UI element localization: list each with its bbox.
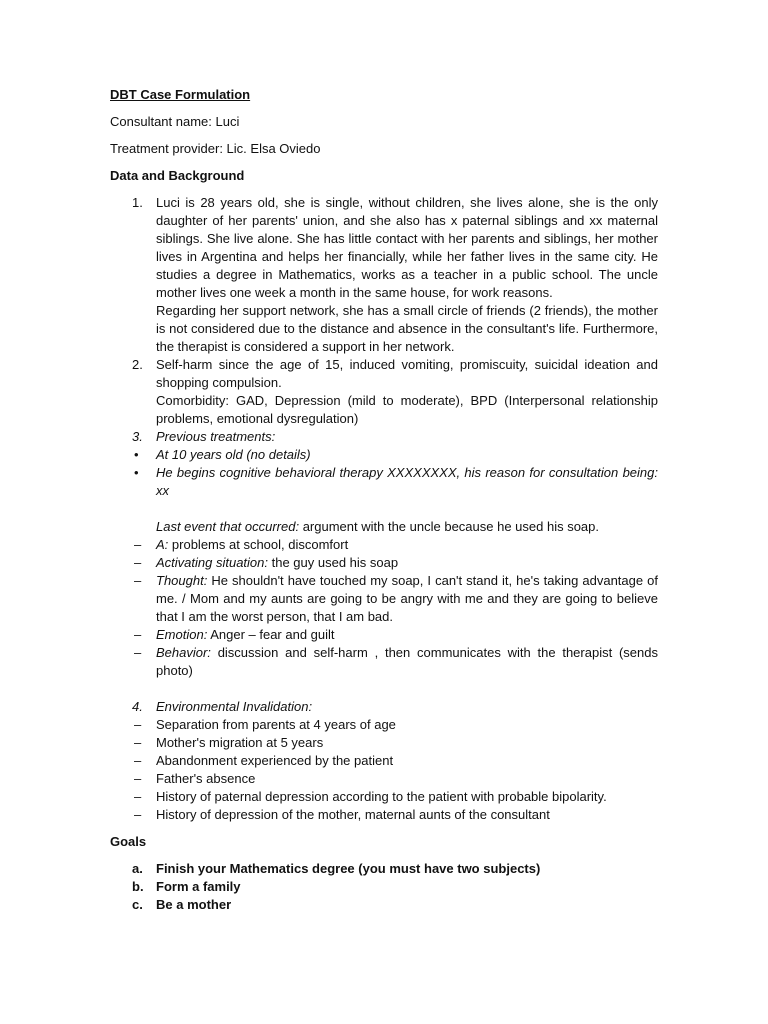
item-number: 4. [132, 699, 143, 714]
list-item [110, 536, 658, 554]
treatment-text: At 10 years old (no details) [156, 447, 311, 462]
goal-text: Finish your Mathematics degree (you must have two subjects) [156, 861, 541, 876]
event-label: Behavior: [156, 645, 211, 660]
event-text: the guy used his soap [268, 555, 399, 570]
invalidation-text: History of depression of the mother, maternal aunts of the consultant [156, 807, 550, 822]
list-item [110, 464, 658, 500]
environmental-invalidation-list [110, 716, 658, 824]
dash-icon: – [134, 771, 142, 786]
event-text: discussion and self-harm , then communicates with the therapist (sends photo) [156, 645, 658, 678]
list-item [110, 752, 658, 770]
item-1-paragraph-1: Luci is 28 years old, she is single, without children, she lives alone, she is the only daughter of her parents' union, and she also has x paternal siblings and xx maternal siblings. She live alone. She has little contact with her parents and siblings, her mother lives in Argentina and helps her financially, while her father lives in the same city. He studies a degree in Mathematics, works as a teacher in a public school. The uncle mother lives one week a month in the same house, for work reasons. [156, 195, 658, 300]
dash-icon: – [134, 555, 142, 570]
dash-icon: – [134, 735, 142, 750]
dash-icon: – [134, 645, 142, 660]
last-event-line [110, 518, 658, 536]
list-item [110, 806, 658, 824]
spacer [110, 824, 658, 833]
dash-icon: – [134, 717, 142, 732]
goal-letter: b. [132, 879, 144, 894]
treatment-provider: Treatment provider: Lic. Elsa Oviedo [110, 141, 321, 156]
dash-icon: – [134, 807, 142, 822]
dash-icon: – [134, 753, 142, 768]
background-item-2 [110, 356, 658, 428]
spacer [110, 680, 658, 698]
last-event-label: Last event that occurred: [156, 519, 300, 534]
environmental-invalidation-heading: Environmental Invalidation: [156, 699, 313, 714]
event-text: problems at school, discomfort [168, 537, 349, 552]
goal-text: Form a family [156, 879, 241, 894]
invalidation-text: Abandonment experienced by the patient [156, 753, 394, 768]
goal-item [110, 860, 658, 878]
list-item [110, 572, 658, 626]
goal-item [110, 896, 658, 914]
event-label: Activating situation: [156, 555, 269, 570]
dash-icon: – [134, 789, 142, 804]
bullet-icon: • [134, 465, 139, 480]
spacer [110, 500, 658, 518]
previous-treatments-heading: Previous treatments: [156, 429, 276, 444]
goal-letter: c. [132, 897, 143, 912]
data-background-heading: Data and Background [110, 168, 245, 183]
invalidation-text: History of paternal depression according to the patient with probable bipolarity. [156, 789, 607, 804]
list-item [110, 626, 658, 644]
list-item [110, 770, 658, 788]
background-list-continued [110, 698, 658, 716]
list-item [110, 716, 658, 734]
document-page [110, 86, 658, 914]
item-number: 1. [132, 195, 143, 210]
invalidation-text: Father's absence [156, 771, 256, 786]
dash-icon: – [134, 573, 142, 588]
invalidation-text: Separation from parents at 4 years of age [156, 717, 396, 732]
list-item [110, 554, 658, 572]
list-item [110, 446, 658, 464]
goal-letter: a. [132, 861, 143, 876]
previous-treatments-list [110, 446, 658, 500]
list-item [110, 788, 658, 806]
goals-heading: Goals [110, 834, 147, 849]
item-1-paragraph-2: Regarding her support network, she has a small circle of friends (2 friends), the mother is not considered due to the distance and absence in the consultant's life. Furthermore, the therapist is considered a support in her network. [156, 303, 658, 354]
document-title: DBT Case Formulation [110, 87, 251, 102]
dash-icon: – [134, 537, 142, 552]
goals-list [110, 860, 658, 914]
background-item-3 [110, 428, 658, 446]
last-event-list [110, 536, 658, 680]
bullet-icon: • [134, 447, 139, 462]
event-label: A: [156, 537, 169, 552]
item-2-paragraph-1: Self-harm since the age of 15, induced vomiting, promiscuity, suicidal ideation and shopping compulsion. [156, 357, 658, 390]
background-item-4 [110, 698, 658, 716]
list-item [110, 734, 658, 752]
background-list [110, 194, 658, 446]
list-item [110, 644, 658, 680]
last-event-text: argument with the uncle because he used his soap. [299, 519, 600, 534]
treatment-text: He begins cognitive behavioral therapy XXXXXXXX, his reason for consultation being: xx [156, 465, 658, 498]
goal-text: Be a mother [156, 897, 232, 912]
background-item-1 [110, 194, 658, 356]
event-label: Thought: [156, 573, 208, 588]
item-number: 2. [132, 357, 143, 372]
dash-icon: – [134, 627, 142, 642]
event-text: Anger – fear and guilt [207, 627, 335, 642]
invalidation-text: Mother's migration at 5 years [156, 735, 324, 750]
item-number: 3. [132, 429, 143, 444]
goal-item [110, 878, 658, 896]
item-2-paragraph-2: Comorbidity: GAD, Depression (mild to moderate), BPD (Interpersonal relationship problems, emotional dysregulation) [156, 393, 658, 426]
event-text: He shouldn't have touched my soap, I can't stand it, he's taking advantage of me. / Mom and my aunts are going to be angry with me and they are going to believe that I am the worst person, that I am bad. [156, 573, 658, 624]
event-label: Emotion: [156, 627, 208, 642]
consultant-name: Consultant name: Luci [110, 114, 240, 129]
